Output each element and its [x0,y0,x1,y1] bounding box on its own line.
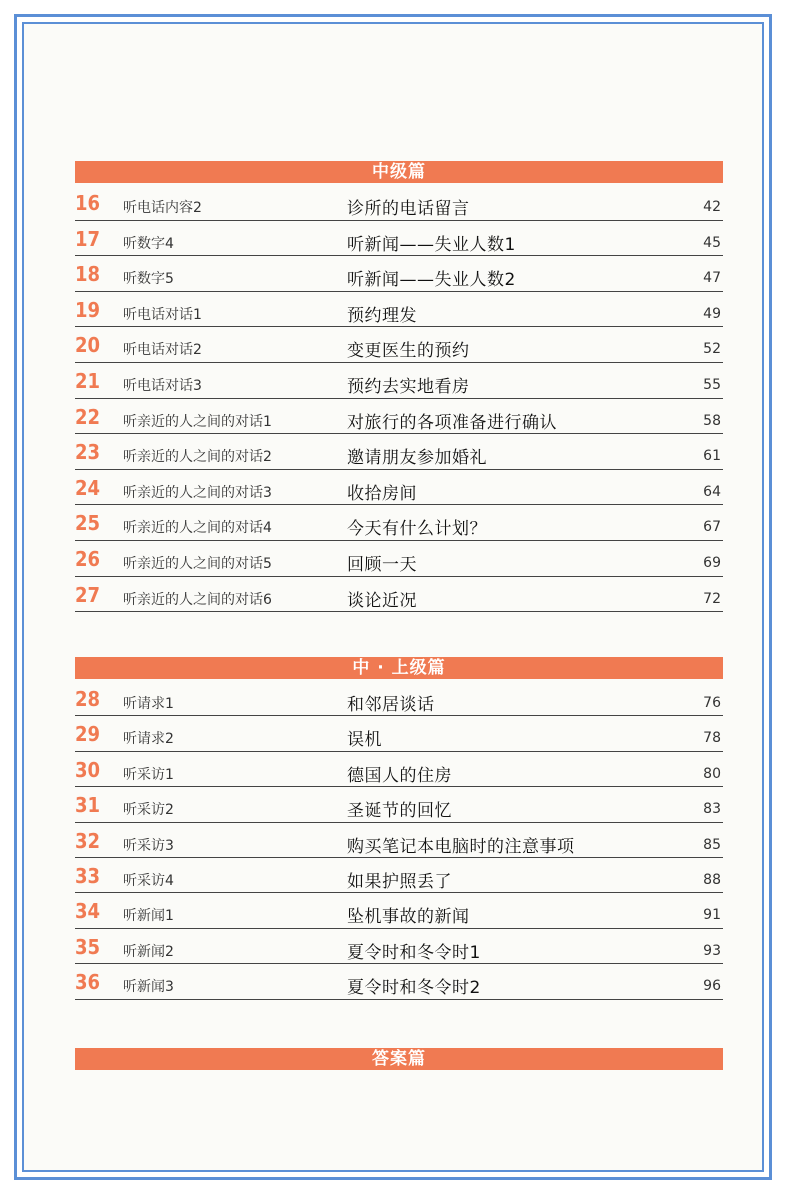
page-number: 78 [703,730,721,747]
lesson-number: 35 [75,934,101,959]
lesson-category: 听电话对话1 [123,306,202,323]
page-number: 85 [703,836,721,853]
lesson-title: 听新闻——失业人数2 [347,270,516,291]
lesson-category: 听请求1 [123,696,174,712]
lesson-category: 听电话对话2 [123,342,202,359]
page-number: 93 [703,942,721,959]
lesson-title: 德国人的住房 [347,765,452,786]
toc-entry[interactable] [75,505,723,541]
lesson-category: 听电话内容2 [123,200,202,216]
toc-entry[interactable] [75,823,723,858]
section-header-upper-intermediate: 中 · 上级篇 [75,657,723,679]
lesson-number: 16 [75,191,101,215]
lesson-category: 听请求2 [123,731,174,748]
lesson-category: 听数字4 [123,235,174,252]
toc-entry[interactable] [75,752,723,787]
lesson-title: 邀请朋友参加婚礼 [347,448,487,469]
lesson-title: 坠机事故的新闻 [347,907,470,928]
lesson-number: 18 [75,262,101,287]
lesson-category: 听电话对话3 [123,377,202,394]
lesson-title: 圣诞节的回忆 [347,801,452,822]
lesson-title: 对旅行的各项准备进行确认 [347,412,557,433]
lesson-title: 变更医生的预约 [347,341,470,362]
lesson-number: 32 [75,828,101,853]
lesson-category: 听采访3 [123,837,174,854]
toc-entry[interactable] [75,256,723,292]
page-number: 69 [703,554,721,571]
page-number: 47 [703,270,721,287]
lesson-category: 听采访2 [123,802,174,819]
lesson-number: 36 [75,970,101,995]
toc-entry[interactable] [75,787,723,822]
lesson-title: 预约去实地看房 [347,376,470,397]
toc-entry[interactable] [75,470,723,506]
page-number: 76 [703,695,721,711]
lesson-title: 听新闻——失业人数1 [347,234,516,255]
lesson-title: 如果护照丢了 [347,871,452,892]
lesson-category: 听新闻1 [123,908,174,925]
lesson-title: 和邻居谈话 [347,695,435,715]
page-number: 80 [703,765,721,782]
lesson-title: 今天有什么计划？ [347,519,487,540]
lesson-number: 25 [75,511,101,536]
lesson-number: 33 [75,863,101,888]
lesson-number: 20 [75,333,101,358]
lesson-title: 误机 [347,730,382,751]
toc-entry[interactable] [75,716,723,751]
lesson-title: 夏令时和冬令时1 [347,942,481,963]
lesson-category: 听新闻3 [123,979,174,996]
lesson-number: 34 [75,899,101,924]
toc-entry[interactable] [75,434,723,470]
lesson-number: 31 [75,793,101,818]
toc-entry[interactable] [75,185,723,221]
page-number: 42 [703,199,721,215]
lesson-category: 听亲近的人之间的对话6 [123,591,272,608]
lesson-number: 30 [75,757,101,782]
lesson-title: 夏令时和冬令时2 [347,978,481,999]
page-number: 67 [703,519,721,536]
page-number: 88 [703,871,721,888]
toc-entry[interactable] [75,929,723,964]
page-number: 83 [703,801,721,818]
lesson-title: 回顾一天 [347,554,417,575]
lesson-category: 听采访4 [123,872,174,889]
lesson-title: 诊所的电话留言 [347,199,470,219]
lesson-title: 购买笔记本电脑时的注意事项 [347,836,575,857]
lesson-number: 24 [75,475,101,500]
page-number: 96 [703,978,721,995]
section-header-intermediate: 中级篇 [75,161,723,183]
page-number: 58 [703,412,721,429]
toc-entry[interactable] [75,577,723,613]
page-number: 49 [703,305,721,322]
toc-list-upper-intermediate [75,681,723,1000]
toc-entry[interactable] [75,541,723,577]
toc-entry[interactable] [75,221,723,257]
lesson-number: 27 [75,582,101,607]
lesson-category: 听新闻2 [123,943,174,960]
page-number: 52 [703,341,721,358]
page-number: 64 [703,483,721,500]
lesson-category: 听数字5 [123,271,174,288]
lesson-category: 听亲近的人之间的对话3 [123,484,272,501]
lesson-number: 19 [75,297,101,322]
lesson-number: 29 [75,722,101,747]
lesson-title: 预约理发 [347,305,417,326]
lesson-number: 26 [75,546,101,571]
lesson-number: 21 [75,368,101,393]
page-number: 91 [703,907,721,924]
lesson-number: 22 [75,404,101,429]
lesson-title: 谈论近况 [347,590,417,611]
toc-entry[interactable] [75,893,723,928]
toc-entry[interactable] [75,964,723,999]
toc-entry[interactable] [75,858,723,893]
toc-entry[interactable] [75,327,723,363]
lesson-category: 听亲近的人之间的对话2 [123,449,272,466]
toc-entry[interactable] [75,363,723,399]
page-number: 45 [703,234,721,251]
lesson-number: 23 [75,440,101,465]
page-number: 55 [703,376,721,393]
lesson-number: 17 [75,226,101,251]
toc-list-intermediate [75,185,723,612]
lesson-category: 听采访1 [123,766,174,783]
toc-entry[interactable] [75,681,723,716]
lesson-category: 听亲近的人之间的对话5 [123,555,272,572]
toc-entry[interactable] [75,292,723,328]
lesson-title: 收拾房间 [347,483,417,504]
page-number: 72 [703,590,721,607]
section-header-answers: 答案篇 [75,1048,723,1070]
toc-entry[interactable] [75,399,723,435]
page-number: 61 [703,448,721,465]
lesson-number: 28 [75,687,101,711]
lesson-category: 听亲近的人之间的对话4 [123,520,272,537]
lesson-category: 听亲近的人之间的对话1 [123,413,272,430]
